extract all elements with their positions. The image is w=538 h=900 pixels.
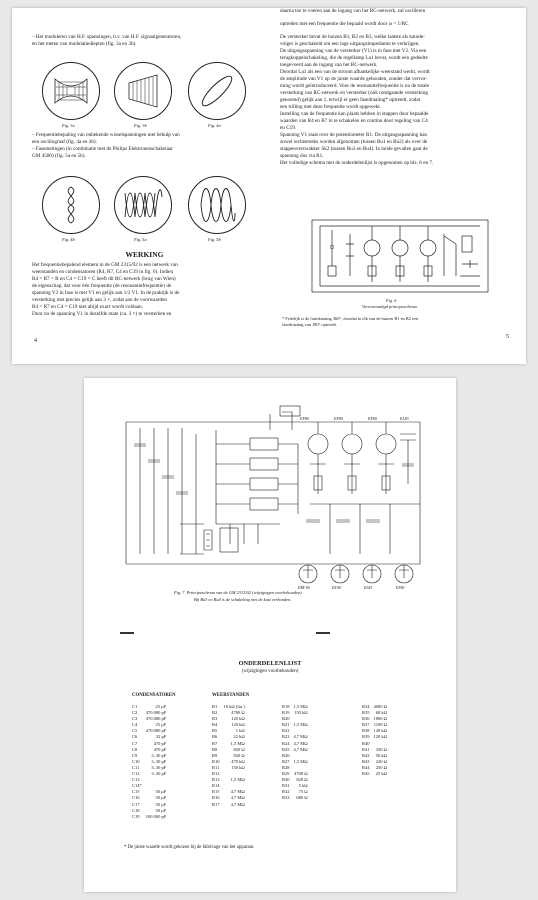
left-bullets-2 — [32, 132, 257, 160]
fig7-caption: Fig. 7. Principeschema van de GM 2315/02 (wijzigingen voorbehouden). — [174, 590, 303, 595]
part-value: 1,5 MΩ — [230, 777, 245, 783]
part-value: 4,7 MΩ — [230, 795, 245, 801]
part-value: 50 µF — [155, 795, 167, 801]
part-value: 32 pF — [155, 734, 167, 740]
part-ref: R9 — [212, 752, 218, 758]
part-ref: R3 — [212, 716, 218, 722]
parts-row — [280, 747, 310, 753]
footnote-line: * Feitelijk is de fasedraaiing 360°, doordat in elk van de buizen B1 en B2 een — [282, 316, 419, 321]
part-ref: R21 — [282, 722, 290, 728]
body-line: spanning dus via R1. — [280, 153, 324, 159]
part-value: 68 kΩ — [375, 710, 387, 716]
part-value: 25 µF — [155, 722, 167, 728]
part-ref: R10 — [212, 758, 220, 764]
body-line: weerstanden en condensatoren (R4, R7, C4 en C19 in fig. 6). Indien — [32, 269, 174, 275]
part-ref: R28 — [282, 764, 290, 770]
part-ref: C15 — [132, 789, 140, 795]
part-ref: R5 — [212, 728, 218, 734]
weerstanden-table-2 — [280, 704, 310, 802]
part-ref: R38 — [362, 728, 370, 734]
body-line: Door nu de spanning V1 in dezelfde mate (ca. 3 ×) te versterken en — [32, 311, 172, 317]
part-ref: R27 — [282, 758, 290, 764]
oscillogram-4a — [188, 62, 246, 120]
part-value: 4700 Ω — [294, 771, 308, 777]
fig-label: Fig. 4b — [62, 237, 75, 242]
manual-spread-page — [12, 8, 526, 364]
part-ref: R45 — [362, 771, 370, 777]
parts-list-subtitle: (wijzigingen voorbehouden) — [241, 669, 299, 674]
bullet-line: – Fasemetingen (in combinatie met de Philips Elektronenschakelaar — [32, 146, 174, 152]
fig-label: Fig. 3b — [134, 123, 147, 128]
part-ref: R16 — [212, 795, 220, 801]
part-value: 50 µF — [155, 807, 167, 813]
part-ref: R31 — [282, 783, 290, 789]
part-value: 4,7 MΩ — [293, 746, 308, 752]
part-ref: R19 — [282, 710, 290, 716]
part-ref: C2 — [132, 710, 138, 716]
part-value: 1,5 MΩ — [293, 704, 308, 709]
oscillogram-5a — [114, 176, 172, 234]
fig-caption: Vereenvoudigd principeschema — [362, 304, 417, 309]
fold-mark — [316, 632, 330, 634]
socket-label: EZ 80 — [332, 586, 342, 590]
body-line: volger is geschakeld om een lage uitgangsimpedantie te verkrijgen. — [280, 41, 420, 47]
part-value: 120 kΩ — [231, 722, 245, 728]
body-line: Spanning V1 staat over de potentiometer R1. De uitgangsspanning kan — [280, 132, 428, 138]
part-value: 250 Ω — [375, 764, 387, 770]
body-line: Het volledige schema met de onderdelenlijst is opgenomen op blz. 6 en 7. — [280, 160, 434, 166]
part-value: 150 kΩ — [294, 710, 308, 716]
part-value: 4700 Ω — [231, 710, 245, 716]
body-line: en C19. — [280, 125, 297, 131]
oscillogram-4b — [42, 176, 100, 234]
body-line: Instelling van de frequentie kan plaats hebben in stappen door bepaalde — [280, 111, 429, 117]
part-ref: R32 — [282, 789, 290, 795]
part-ref: C17 — [132, 801, 140, 807]
body-line: de amplitude van V1 op de juiste waarde gehouden, zonder dat vervor- — [280, 76, 428, 82]
part-ref: R24 — [282, 740, 290, 746]
part-value: 1,5 MΩ — [293, 722, 308, 728]
part-value: 3–30 pF — [151, 752, 167, 758]
part-value: 1800 Ω — [373, 716, 387, 722]
part-ref: R33 — [282, 795, 290, 801]
parts-row — [280, 734, 310, 740]
part-ref: C7 — [132, 740, 138, 746]
body-line: de eigenschap, dat voor één frequentie (de resonantiefrequentie) de — [32, 283, 172, 289]
part-ref: R22 — [282, 728, 290, 734]
full-schematic-fig7 — [120, 404, 430, 590]
body-line: daarna toe te voeren aan de ingang van het RC-netwerk, zal oscilleren — [280, 8, 426, 14]
part-value: 25 µF — [155, 704, 167, 709]
tube-label: EF80 — [368, 416, 377, 421]
schematic-page — [84, 378, 456, 892]
part-value: 4,7 MΩ — [230, 789, 245, 795]
part-ref: R44 — [362, 764, 370, 770]
part-ref: C4 — [132, 722, 138, 728]
part-ref: C12 — [132, 771, 140, 777]
part-value: 3–30 pF — [151, 764, 167, 770]
part-ref: R26 — [282, 752, 290, 758]
part-ref: R6 — [212, 734, 218, 740]
weerstanden-table-1 — [210, 704, 247, 808]
part-ref: R2 — [212, 710, 218, 716]
fig-label: Fig. 6 — [386, 298, 397, 303]
bullet-line: – Frequentiebepaling van onbekende wisselspanningen met behulp van — [32, 132, 180, 138]
body-line: ming wordt geïntroduceerd. Voor de resonantiefrequentie is nu de totale — [280, 83, 430, 89]
fig7-subcaption: Bij Bu3 en Bu4 is de schakeling met de kast verbonden. — [194, 597, 292, 602]
part-ref: R35 — [362, 710, 370, 716]
fold-mark — [120, 632, 134, 634]
part-ref: C6 — [132, 734, 138, 740]
condensatoren-table — [130, 704, 168, 820]
part-value: 220 Ω — [375, 758, 387, 764]
part-ref: R37 — [362, 722, 370, 728]
footnote-line: fasedraaiing van 180° optreedt. — [282, 321, 337, 327]
weerstanden-table-3 — [360, 704, 389, 777]
parts-row — [360, 771, 389, 777]
body-line: R4 = R7 = R en C4 = C19 = C heeft dit RC-netwerk (brug van Wien) — [32, 276, 176, 282]
part-ref: C3 — [132, 716, 138, 722]
part-value: 470.000 pF — [145, 710, 167, 716]
oscillogram-3b — [114, 62, 172, 120]
part-ref: R39 — [362, 734, 370, 740]
body-line: stappenverzwakker Sk2 (tussen Bu3 en Bu4). In beide gevallen gaat de — [280, 146, 428, 152]
part-ref: C19 — [132, 813, 140, 819]
body-line: R4 = R7 en C4 = C19 niet altijd exact wordt voldaan. — [32, 304, 144, 310]
part-ref: C16 — [132, 795, 140, 801]
part-ref: R30 — [282, 777, 290, 783]
oscillogram-3a — [42, 62, 100, 120]
condensatoren-header: CONDENSATOREN — [132, 693, 176, 698]
fig-label: Fig. 5b — [208, 237, 221, 242]
oscillogram-5b — [188, 176, 246, 234]
body-line: waarden van R4 en R7 in te schakelen en continu door regeling van C4 — [280, 118, 428, 124]
parts-row — [210, 802, 247, 808]
part-ref: R40 — [362, 740, 370, 746]
part-value: 4,7 MΩ — [293, 740, 308, 746]
body-line: optreden met een frequentie die bepaald wordt door ω = 1/RC — [280, 21, 409, 27]
part-value: 22 kΩ — [233, 734, 245, 740]
part-value: 100.000 pF — [145, 813, 167, 819]
part-ref: R7 — [212, 740, 218, 746]
part-ref: R15 — [212, 789, 220, 795]
part-value: 820 Ω — [296, 777, 308, 783]
body-line: terugkoppelschakeling, die de regellamp La1 bevat, wordt een gedeelte — [280, 55, 428, 61]
part-value: 4000 Ω — [373, 704, 387, 709]
part-ref: R17 — [212, 801, 220, 807]
part-ref: C18 — [132, 807, 140, 813]
part-ref: R41 — [362, 746, 370, 752]
part-value: 50 µF — [155, 789, 167, 795]
part-ref: R11 — [212, 764, 220, 770]
part-value: 470 pF — [153, 746, 167, 752]
part-ref: R20 — [282, 716, 290, 722]
part-value: 470.000 pF — [145, 716, 167, 722]
fig-label: Fig. 3a — [62, 123, 75, 128]
weerstanden-header: WEERSTANDEN — [212, 693, 250, 698]
part-value: 470.000 pF — [145, 728, 167, 734]
parts-row — [360, 734, 389, 740]
part-ref: R29 — [282, 771, 290, 777]
body-line: toegevoerd aan de ingang van het RC-netwerk. — [280, 62, 378, 68]
part-value: 820 Ω — [233, 746, 245, 752]
body-line: versterking niet precies gelijk aan 3 ×, zodat aan de voorwaarden — [32, 297, 168, 303]
part-value: 120 kΩ — [231, 716, 245, 722]
page-number: 5 — [506, 334, 509, 340]
right-body-text — [280, 8, 515, 167]
socket-label: EF80 — [396, 586, 405, 590]
part-value: 120 kΩ — [373, 734, 387, 740]
part-value: 50 µF — [155, 801, 167, 807]
part-ref: C13 — [132, 777, 140, 783]
bullet-line: een oscillograaf (fig. 4a en 4b). — [32, 139, 97, 145]
part-ref: C9 — [132, 752, 138, 758]
socket-label: EL83 — [364, 586, 373, 590]
parts-row — [130, 814, 168, 820]
part-ref: R4 — [212, 722, 218, 728]
part-value: 3–30 pF — [151, 758, 167, 764]
body-line: versterking van RC-netwerk en versterker (ook rondgaande versterking — [280, 90, 428, 96]
part-value: 75 Ω — [298, 789, 308, 795]
body-line: Het frequentiebepalend element in de GM 2315/02 is een netwerk van — [32, 262, 178, 268]
socket-label: EBF 80 — [298, 586, 310, 590]
part-value: 1 kΩ — [235, 728, 245, 734]
simplified-schematic-fig6 — [310, 216, 490, 296]
bullet-line: GM 4580) (fig. 5a en 5b). — [32, 153, 86, 159]
part-ref: R36 — [362, 716, 370, 722]
part-value: 5 kΩ — [298, 783, 308, 789]
tube-label: EL83 — [400, 416, 409, 421]
fig-label: Fig. 5a — [134, 237, 147, 242]
part-ref: R12 — [212, 771, 220, 777]
tube-label: EF80 — [334, 416, 343, 421]
part-ref: C5 — [132, 728, 138, 734]
part-value: 25 kΩ — [375, 771, 387, 777]
part-ref: C8 — [132, 746, 138, 752]
part-value: 1,5 MΩ — [293, 758, 308, 764]
body-line: spanning V2 in fase is met V1 en gelijk aan 1/3 V1. In de praktijk is de — [32, 290, 180, 296]
part-ref: R8 — [212, 746, 218, 752]
part-value: 680 Ω — [296, 795, 308, 801]
bullet-line: – Het moduleren van H.F. spanningen, b.v. van H.F. signaalgeneratoren, — [32, 34, 182, 40]
body-line: Doordat La1 als een van de stroom afhankelijke weerstand werkt, wordt — [280, 69, 430, 75]
part-value: 4,7 MΩ — [230, 801, 245, 807]
part-ref: R34 — [362, 704, 370, 709]
part-value: 150 kΩ — [231, 764, 245, 770]
left-bullets — [32, 34, 247, 48]
part-value: 10 kΩ (lin.) — [223, 704, 245, 709]
part-ref: C10 — [132, 758, 140, 764]
parts-footnote: * De juiste waarde wordt gekozen bij de fabricage van het apparaat. — [124, 845, 255, 850]
part-ref: R23 — [282, 734, 290, 740]
tube-label: EF80 — [300, 416, 309, 421]
part-ref: C14* — [132, 783, 142, 789]
fig-label: Fig. 4a — [208, 123, 221, 128]
part-ref: R14 — [212, 783, 220, 789]
body-line: De versterker bevat de buizen B1, B2 en B3, welke laatste als katode- — [280, 34, 425, 40]
part-ref: R42 — [362, 752, 370, 758]
part-ref: R25 — [282, 746, 290, 752]
section-heading: WERKING — [125, 250, 164, 259]
bullet-line: en het meten van modulatiediepten (fig. 3a en 3b). — [32, 41, 137, 47]
part-ref: R13 — [212, 777, 220, 783]
part-value: 820 Ω — [233, 752, 245, 758]
body-line: genoemd) gelijk aan 1, terwijl er geen fasedraaiing* optreedt, zodat — [280, 97, 421, 103]
part-value: 4,7 MΩ — [293, 734, 308, 740]
part-value: 3–30 pF — [151, 771, 167, 777]
part-value: 56 kΩ — [375, 752, 387, 758]
part-ref: R43 — [362, 758, 370, 764]
part-value: 470 pF — [153, 740, 167, 746]
page-number: 4 — [34, 338, 37, 344]
body-line: De uitgangsspanning van de versterker (V1) is in fase met V2. Via een — [280, 48, 427, 54]
parts-list-title: ONDERDELENLIJST — [238, 660, 302, 667]
part-value: 470 kΩ — [231, 758, 245, 764]
part-value: 1100 Ω — [373, 722, 387, 728]
part-ref: R18 — [282, 704, 290, 709]
left-body-text — [32, 262, 262, 318]
parts-row — [280, 741, 310, 747]
body-line: een trilling met deze frequentie wordt opgewekt. — [280, 104, 381, 110]
part-ref: C1 — [132, 704, 138, 709]
part-value: 330 Ω — [375, 746, 387, 752]
footnote — [282, 316, 517, 327]
part-ref: C11 — [132, 764, 140, 770]
parts-row — [280, 795, 310, 801]
part-value: 1,5 MΩ — [230, 740, 245, 746]
body-line: zowel rechtstreeks worden afgenomen (tussen Bu1 en Bu2) als over de — [280, 139, 428, 145]
part-value: 120 kΩ — [373, 728, 387, 734]
part-ref: R1 — [212, 704, 218, 709]
